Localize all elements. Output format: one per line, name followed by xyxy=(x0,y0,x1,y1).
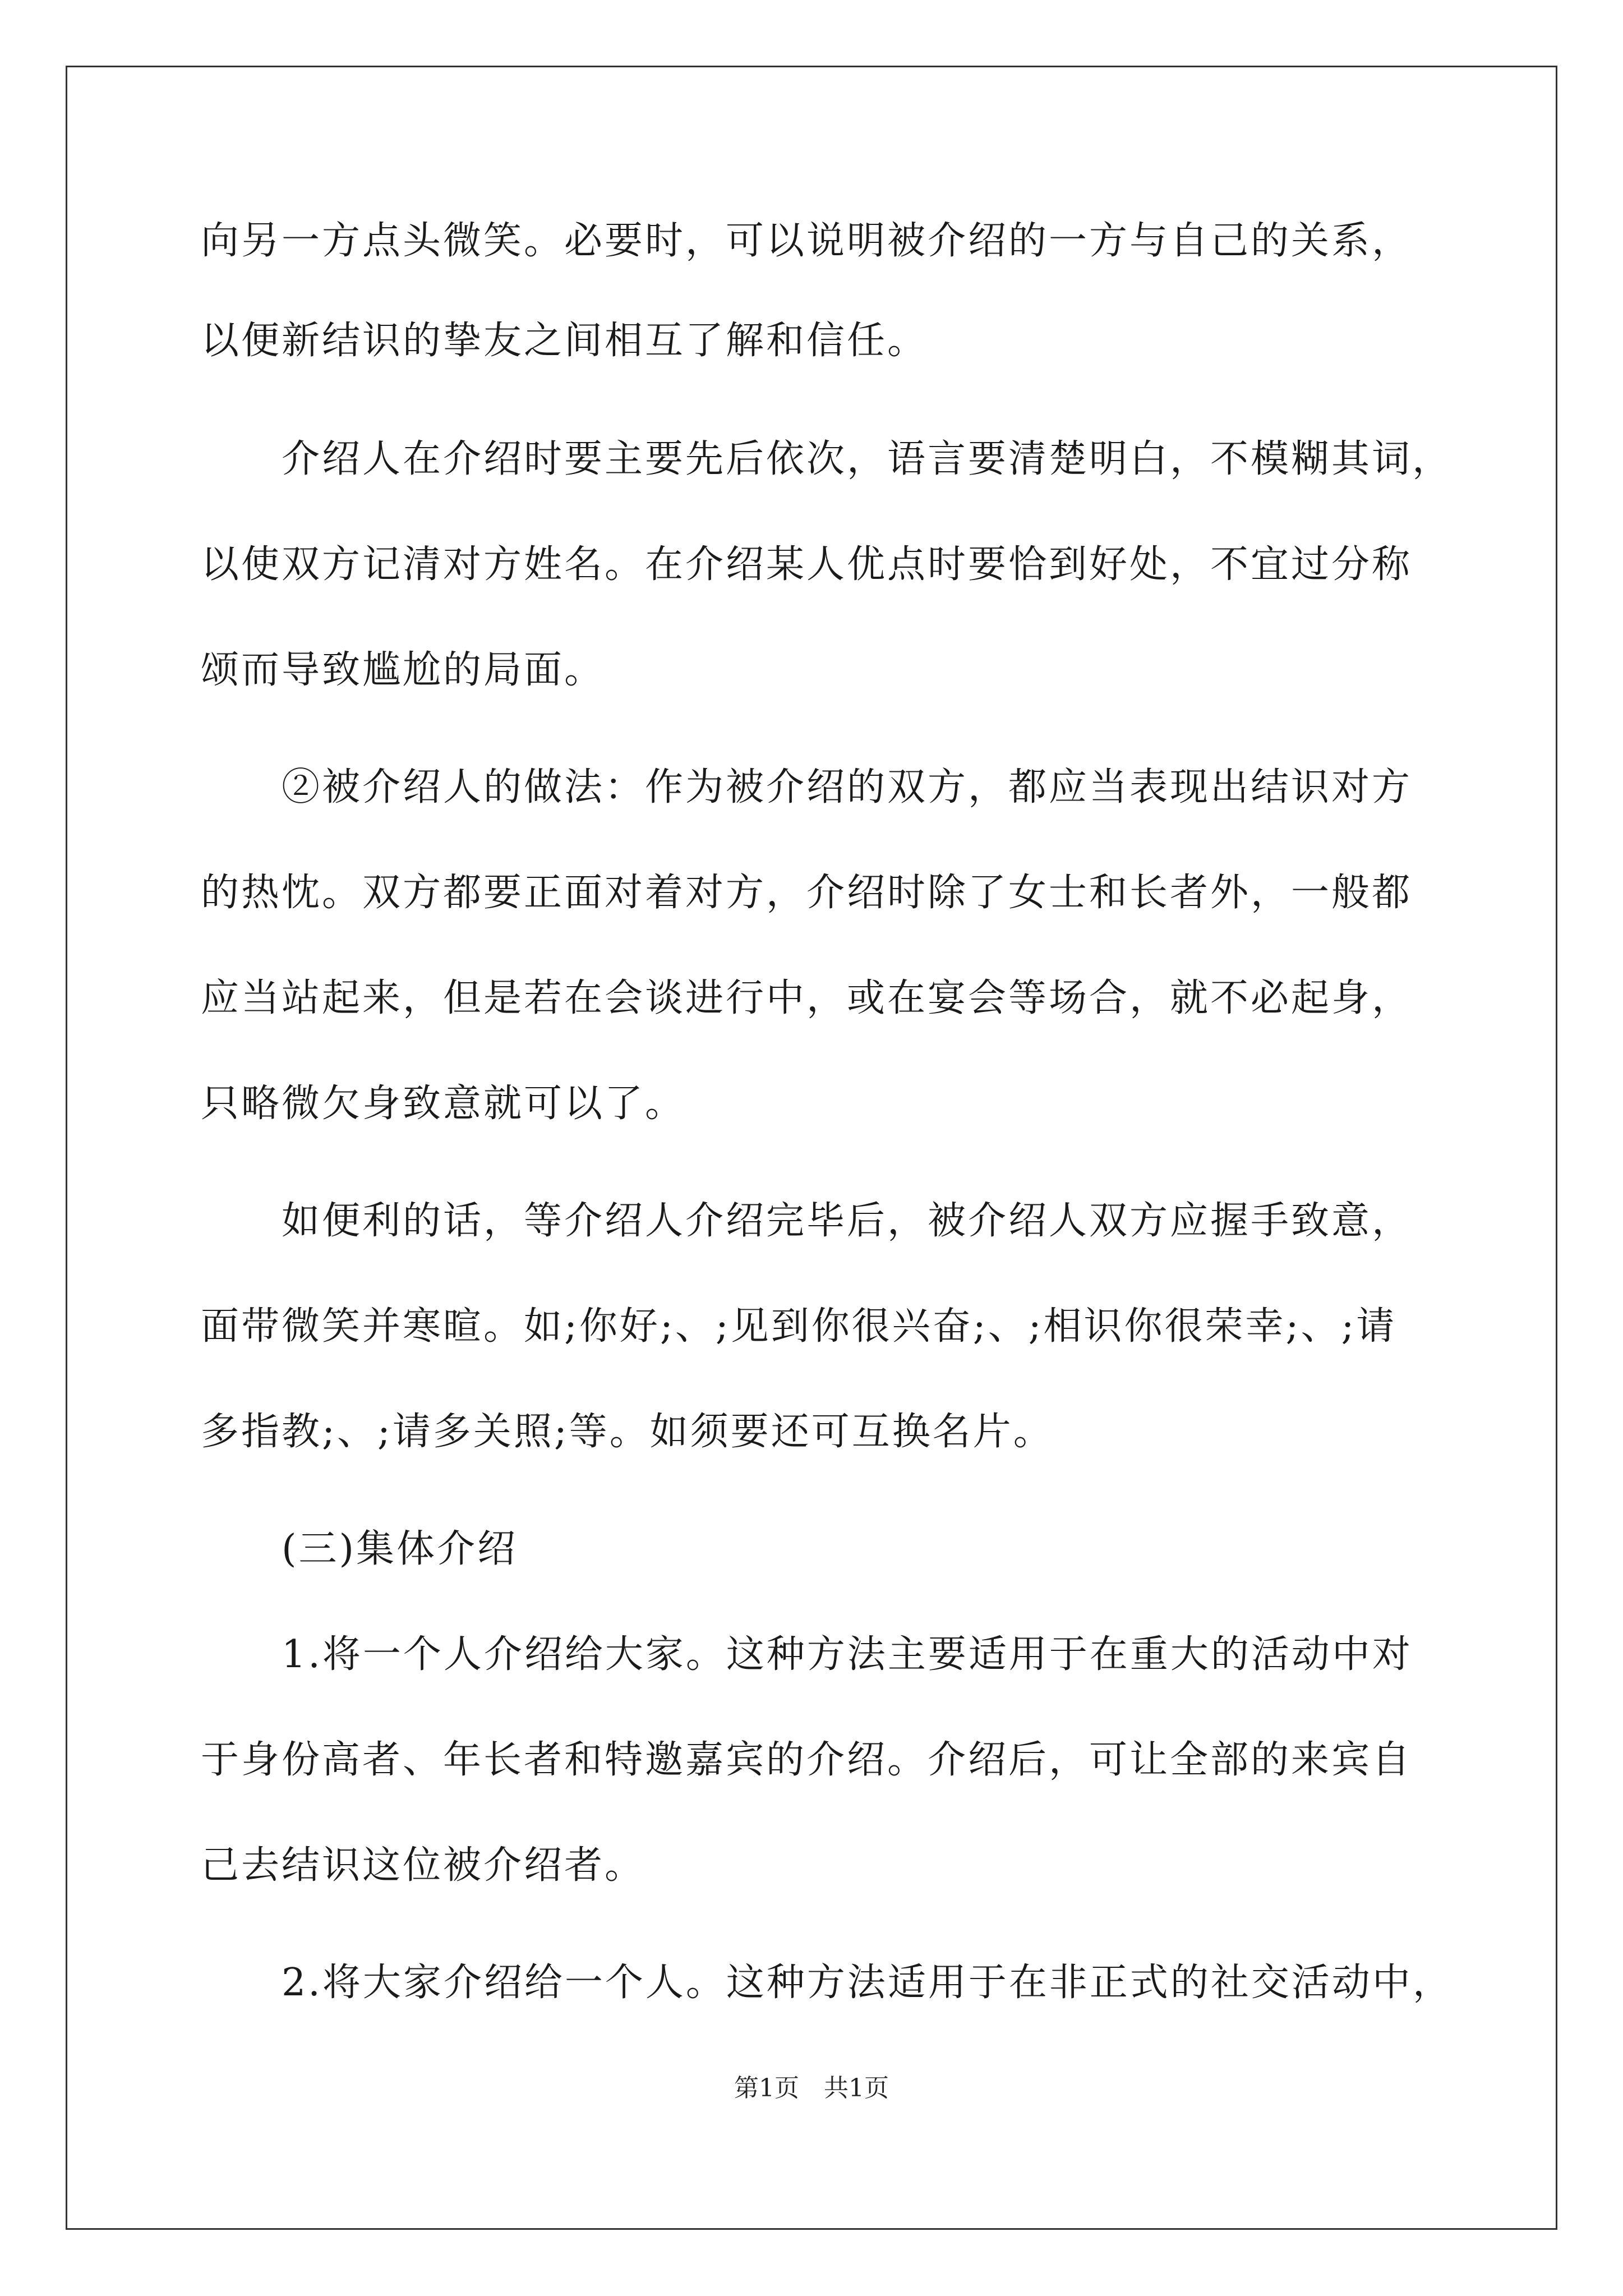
text-line: 向另一方点头微笑。必要时，可以说明被介绍的一方与自己的关系， xyxy=(201,219,1413,263)
text-line: 多指教;、;请多关照;等。如须要还可互换名片。 xyxy=(201,1410,1054,1454)
text-line: 以使双方记清对方姓名。在介绍某人优点时要恰到好处，不宜过分称 xyxy=(201,542,1413,587)
text-line: 1.将一个人介绍给大家。这种方法主要适用于在重大的活动中对 xyxy=(201,1632,1413,1677)
page-number-footer: 第1页 共1页 xyxy=(734,2074,889,2102)
text-line: 以便新结识的挚友之间相互了解和信任。 xyxy=(201,319,928,363)
text-line: 只略微欠身致意就可以了。 xyxy=(201,1082,686,1126)
text-line: 面带微笑并寒暄。如;你好;、;见到你很兴奋;、;相识你很荣幸;、;请 xyxy=(201,1304,1397,1349)
text-line: 如便利的话，等介绍人介绍完毕后，被介绍人双方应握手致意， xyxy=(201,1199,1413,1243)
text-line: 的热忱。双方都要正面对着对方，介绍时除了女士和长者外，一般都 xyxy=(201,871,1413,915)
text-line: 己去结识这位被介绍者。 xyxy=(201,1843,645,1888)
text-line: ②被介绍人的做法：作为被介绍的双方，都应当表现出结识对方 xyxy=(201,765,1413,809)
section-heading: (三)集体介绍 xyxy=(201,1527,518,1571)
page-border xyxy=(66,66,1557,2230)
text-line: 颂而导致尴尬的局面。 xyxy=(201,648,605,692)
text-line: 应当站起来，但是若在会谈进行中，或在宴会等场合，就不必起身， xyxy=(201,976,1413,1020)
text-line: 介绍人在介绍时要主要先后依次，语言要清楚明白，不模糊其词， xyxy=(201,437,1453,481)
text-line: 于身份高者、年长者和特邀嘉宾的介绍。介绍后，可让全部的来宾自 xyxy=(201,1738,1413,1782)
text-line: 2.将大家介绍给一个人。这种方法适用于在非正式的社交活动中， xyxy=(201,1961,1453,2005)
